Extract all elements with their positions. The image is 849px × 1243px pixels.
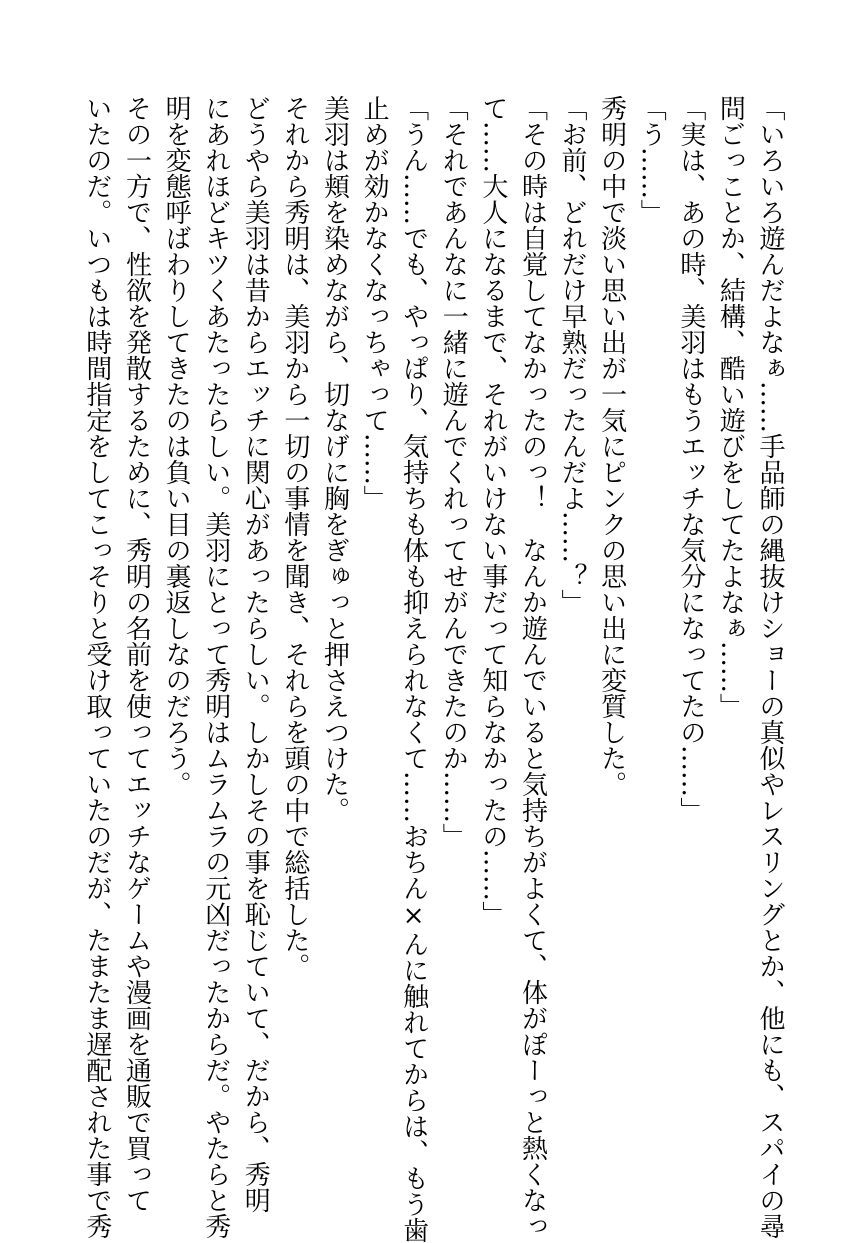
- text-column: て……大人になるまで、それがいけない事だって知らなかったの……」: [477, 95, 508, 927]
- vertical-text-body: [76, 95, 789, 1243]
- text-column: 美羽は頬を染めながら、切なげに胸をぎゅっと押さえつけた。: [319, 95, 350, 823]
- text-column: 「それであんなに一緒に遊んでくれってせがんできたのか……」: [438, 95, 469, 849]
- text-column: 「実は、あの時、美羽はもうエッチな気分になってたの……」: [675, 95, 706, 823]
- text-column: その一方で、性欲を発散するために、秀明の名前を使ってエッチなゲームや漫画を通販で買って: [121, 95, 152, 1213]
- text-column: 秀明の中で淡い思い出が一気にピンクの思い出に変質した。: [596, 95, 627, 797]
- text-column: それから秀明は、美羽から一切の事情を聞き、それらを頭の中で総括した。: [279, 95, 310, 979]
- text-column: 「いろいろ遊んだよなぁ……手品師の縄抜けショーの真似やレスリングとか、他にも、スパイの尋: [755, 95, 785, 1239]
- text-column: にあれほどキツくあたったらしい。美羽にとって秀明はムラムラの元凶だったからだ。やたらと秀: [200, 95, 231, 1239]
- text-column: 明を変態呼ばわりしてきたのは負い目の裏返しなのだろう。: [161, 95, 192, 797]
- text-column: 「お前、どれだけ早熟だったんだよ……？」: [557, 95, 588, 615]
- text-column: 問ごっことか、結構、酷い遊びをしてたよなぁ……」: [715, 95, 746, 719]
- text-column: 止めが効かなくなっちゃって……」: [359, 95, 390, 511]
- text-column: どうやら美羽は昔からエッチに関心があったらしい。しかしその事を恥じていて、だから、秀明: [240, 95, 271, 1213]
- text-column: 「その時は自覚してなかったのっ！ なんか遊んでいると気持ちがよくて、体がぽーっと熱くなっ: [517, 95, 548, 1239]
- text-column: 「うん……でも、やっぱり、気持ちも体も抑えられなくて……おちん×んに触れてからは、もう歯: [398, 95, 429, 1243]
- text-column: 「う……」: [636, 95, 667, 225]
- text-column: いたのだ。いつもは時間指定をしてこっそりと受け取っていたのだが、たまたま遅配された事で秀: [81, 95, 112, 1239]
